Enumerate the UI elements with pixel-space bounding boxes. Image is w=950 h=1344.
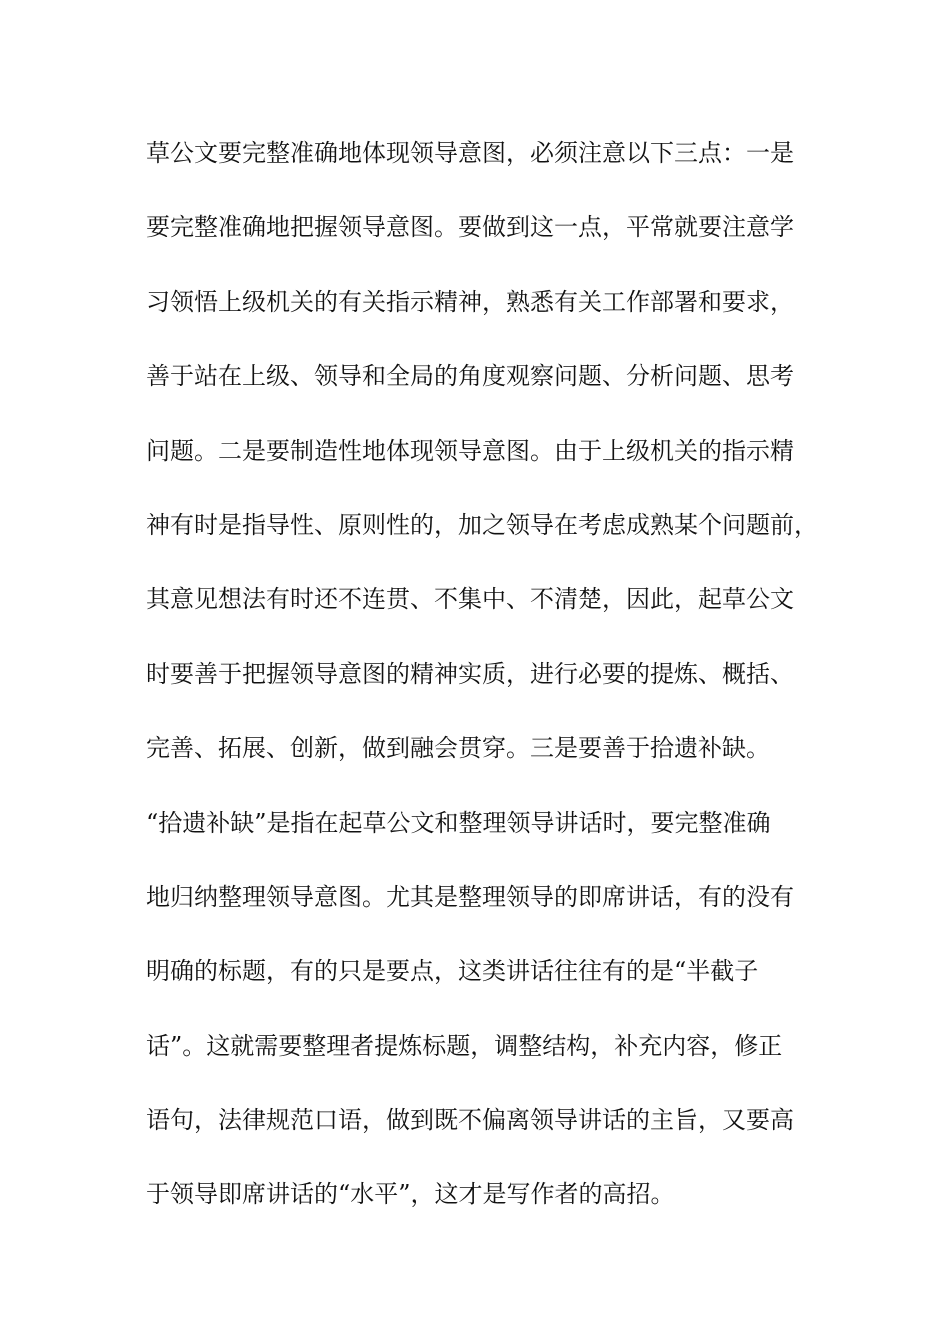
text-line-2: 要完整准确地把握领导意图。要做到这一点，平常就要注意学	[146, 213, 794, 242]
text-line-4: 善于站在上级、领导和全局的角度观察问题、分析问题、思考	[146, 362, 794, 391]
body-paragraph	[146, 131, 846, 1247]
text-line-11: 地归纳整理领导意图。尤其是整理领导的即席讲话，有的没有	[146, 882, 794, 911]
text-line-8: 时要善于把握领导意图的精神实质，进行必要的提炼、概括、	[146, 659, 794, 688]
text-line-3: 习领悟上级机关的有关指示精神，熟悉有关工作部署和要求，	[146, 287, 794, 316]
text-line-15: 于领导即席讲话的“水平”，这才是写作者的高招。	[146, 1180, 675, 1209]
text-line-9: 完善、拓展、创新，做到融会贯穿。三是要善于拾遗补缺。	[146, 734, 770, 763]
text-line-13: 话”。这就需要整理者提炼标题，调整结构，补充内容，修正	[146, 1031, 783, 1060]
text-line-5: 问题。二是要制造性地体现领导意图。由于上级机关的指示精	[146, 436, 794, 465]
text-line-1: 草公文要完整准确地体现领导意图，必须注意以下三点：一是	[146, 139, 794, 167]
text-line-7: 其意见想法有时还不连贯、不集中、不清楚，因此，起草公文	[146, 585, 794, 614]
text-line-14: 语句，法律规范口语，做到既不偏离领导讲话的主旨，又要高	[146, 1106, 794, 1135]
text-line-12: 明确的标题，有的只是要点，这类讲话往往有的是“半截子	[146, 957, 759, 986]
text-line-6: 神有时是指导性、原则性的，加之领导在考虑成熟某个问题前，	[146, 510, 818, 539]
text-line-10: “拾遗补缺”是指在起草公文和整理领导讲话时，要完整准确	[146, 808, 771, 837]
